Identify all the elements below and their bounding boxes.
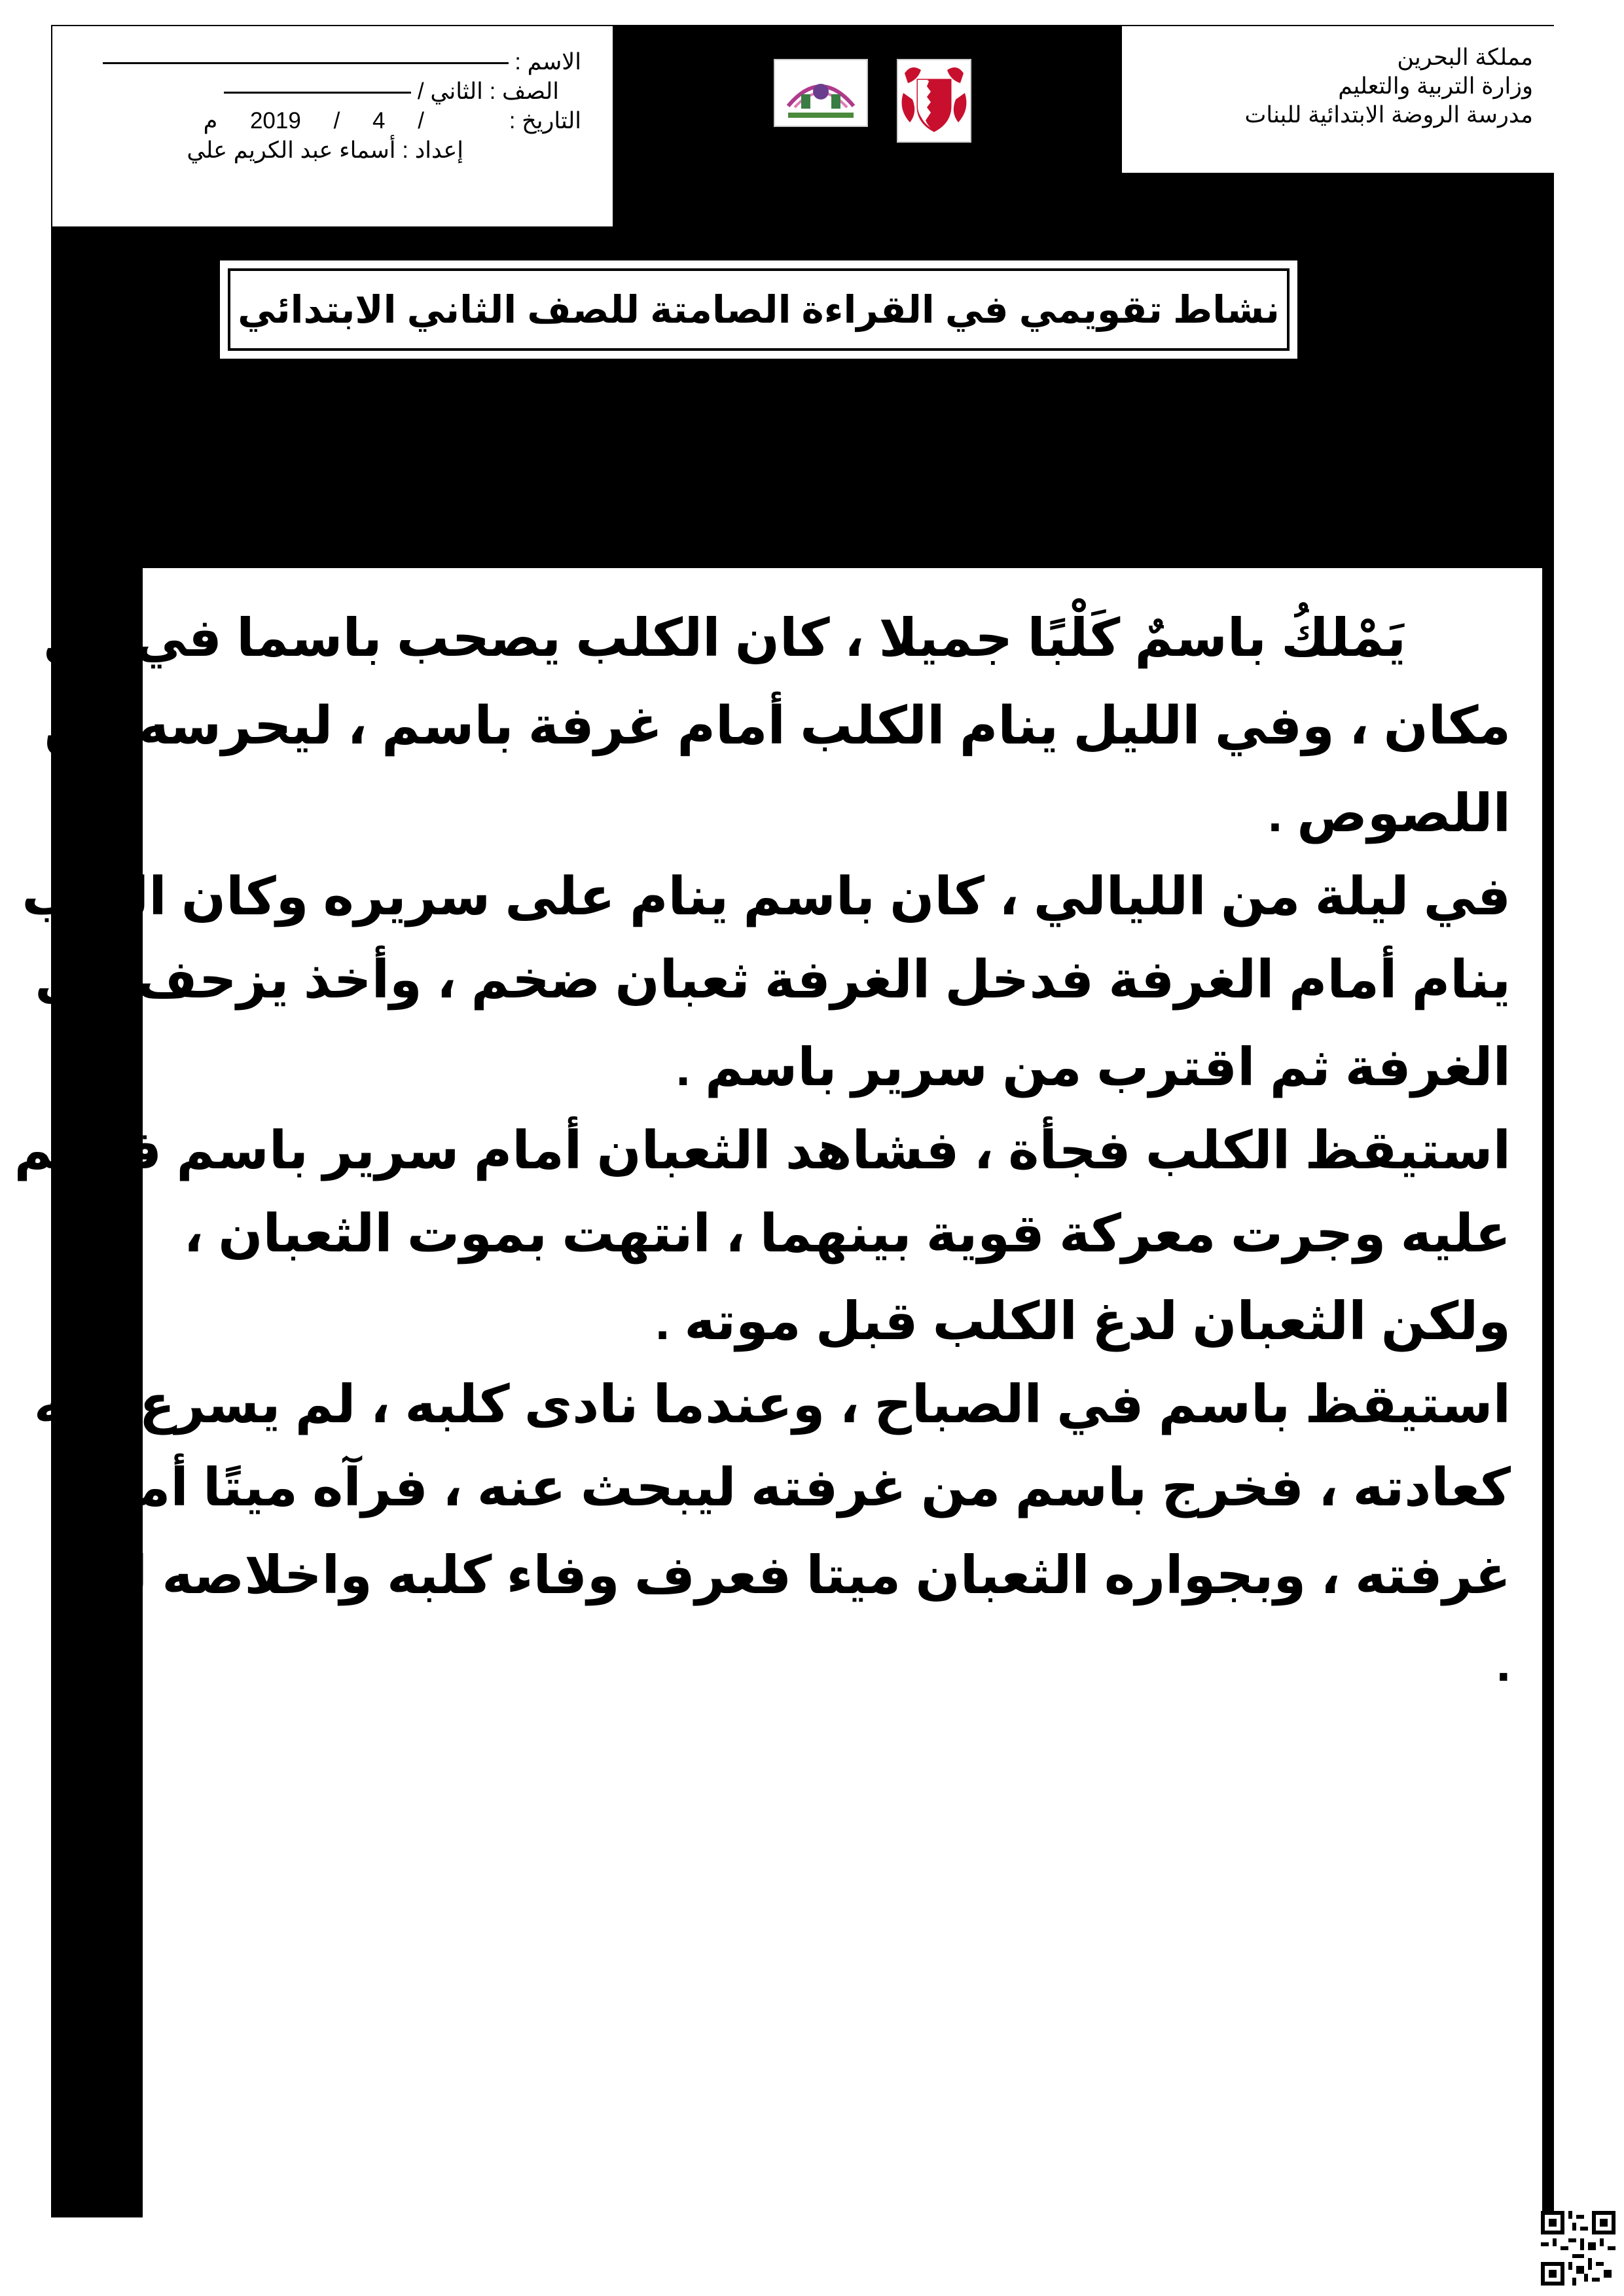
- school-name: مدرسة الروضة الابتدائية للبنات: [1244, 102, 1533, 128]
- date-label: التاريخ :: [509, 108, 581, 134]
- story-line: يَمْلكُ باسمٌ كَلْبًا جميلا ، كان الكلب يصحب باسما في كل: [43, 609, 1406, 667]
- grade-label: الصف : الثاني /: [417, 79, 559, 104]
- grade-field-line[interactable]: [224, 92, 411, 94]
- page-title: نشاط تقويمي في القراءة الصامتة للصف الثاني الابتدائي: [238, 289, 1280, 331]
- story-line: كعادته ، فخرج باسم من غرفته ليبحث عنه ، فرآه ميتًا أمام: [80, 1458, 1511, 1516]
- prepared-by-row: [52, 135, 581, 165]
- story-line: ينام أمام الغرفة فدخل الغرفة ثعبان ضخم ، وأخذ يزحف في: [35, 950, 1511, 1009]
- title-box: [220, 260, 1297, 359]
- story-line: اللصوص .: [1267, 784, 1511, 842]
- story-line: الغرفة ثم اقترب من سرير باسم .: [676, 1038, 1511, 1096]
- story-line: .: [1496, 1634, 1511, 1692]
- ministry-name: وزارة التربية والتعليم: [1338, 73, 1533, 99]
- story-line: ولكن الثعبان لدغ الكلب قبل موته .: [655, 1292, 1511, 1350]
- date-value: / 4 / 2019 م: [203, 108, 424, 134]
- date-row: [52, 106, 581, 135]
- story-line: في ليلة من الليالي ، كان باسم ينام على سريره وكان الكلب: [22, 867, 1511, 925]
- story-line: استيقظ الكلب فجأة ، فشاهد الثعبان أمام سرير باسم فهجم: [14, 1121, 1511, 1179]
- story-line: استيقظ باسم في الصباح ، وعندما نادى كلبه ، لم يسرع إليه: [33, 1375, 1511, 1433]
- story-line: غرفته ، وبجواره الثعبان ميتا فعرف وفاء كلبه واخلاصه له: [96, 1546, 1511, 1604]
- title-frame: [228, 268, 1290, 351]
- name-label: الاسم :: [514, 49, 581, 75]
- bahrain-emblem-icon: [897, 59, 971, 143]
- story-line: مكان ، وفي الليل ينام الكلب أمام غرفة باسم ، ليحرسه من: [44, 696, 1511, 755]
- name-row: [52, 47, 581, 77]
- ministry-header: [1122, 26, 1554, 173]
- prepared-by: إعداد : أسماء عبد الكريم علي: [187, 137, 463, 163]
- school-logo-icon: [774, 59, 868, 127]
- story-line: عليه وجرت معركة قوية بينهما ، انتهت بموت الثعبان ،: [183, 1204, 1511, 1263]
- story-panel: [14, 568, 1547, 2217]
- name-field-line[interactable]: [103, 62, 509, 64]
- country-name: مملكة البحرين: [1397, 45, 1533, 70]
- grade-row: [52, 77, 581, 106]
- student-info-box: [52, 26, 613, 226]
- qr-code-icon: [1541, 2211, 1615, 2286]
